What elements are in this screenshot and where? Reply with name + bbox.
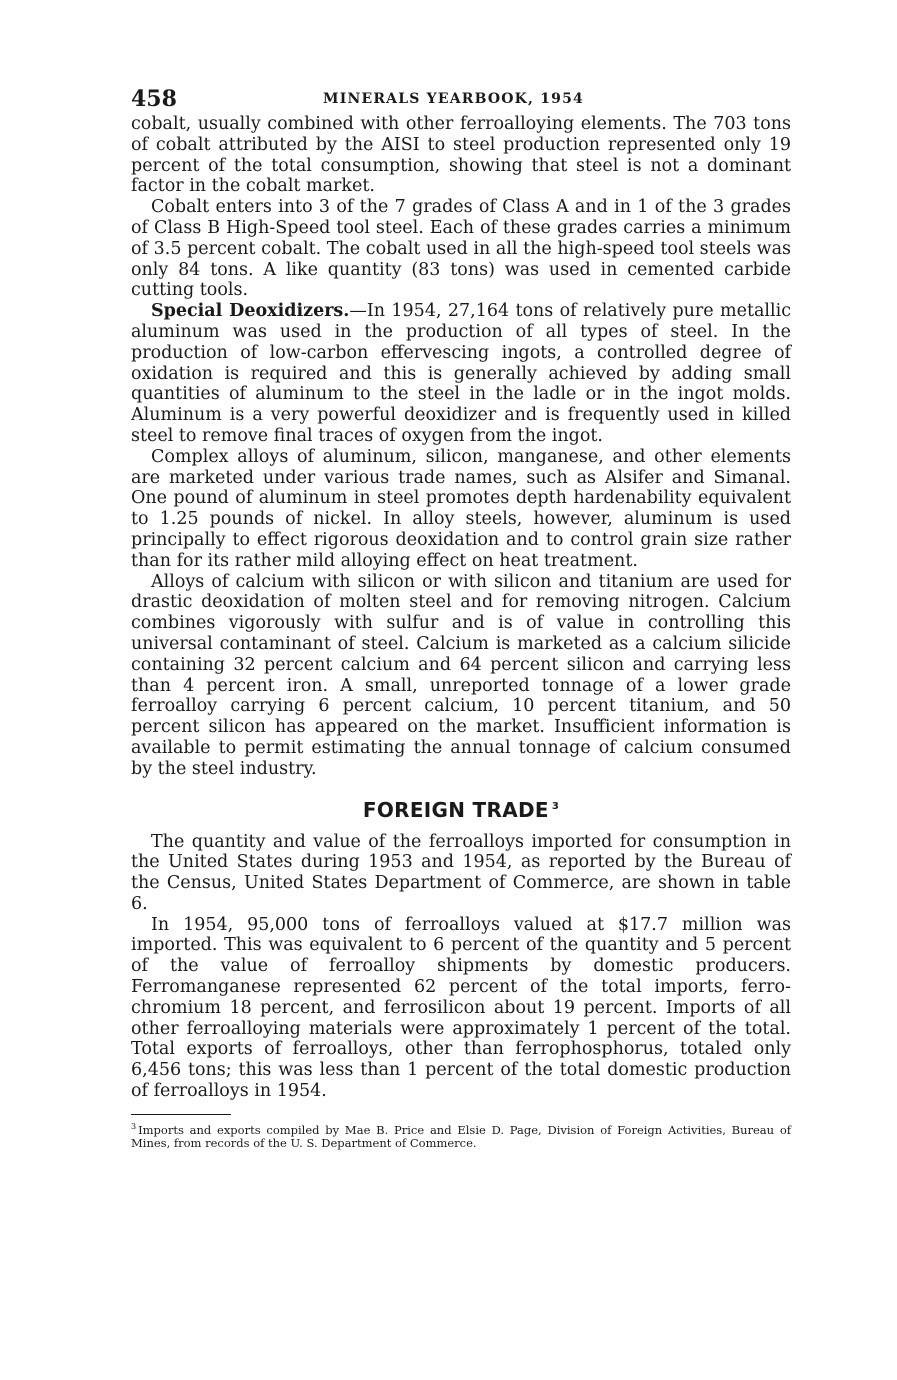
paragraph-special-deoxidizers <box>131 301 791 447</box>
page-number: 458 <box>131 86 177 112</box>
paragraph-text: Complex alloys of aluminum, silicon, manganese, and other elements are marketed under various trade names, such as Alsifer and Simanal. One pound of aluminum in steel promotes depth hardenability equivalent to 1.25 pounds of nickel. In alloy steels, however, aluminum is used principally to effect rigorous deoxidation and to control grain size rather than for its rather mild alloying effect on heat treatment. <box>131 446 791 571</box>
paragraph-cobalt-market <box>131 114 791 197</box>
running-head <box>131 86 791 114</box>
footnote-text: Imports and exports compiled by Mae B. Price and Elsie D. Page, Division of Foreign Activities, Bureau of Mines, from records of the U. S. Department of Commerce. <box>131 1122 791 1151</box>
footnote-mark: 3 <box>131 1121 137 1131</box>
paragraph-calcium-alloys <box>131 572 791 780</box>
paragraph-text: cobalt, usually combined with other ferroalloying elements. The 703 tons of cobalt attributed by the AISI to steel production represented only 19 percent of the total consumption, showing that steel is not a dominant factor in the cobalt market. <box>131 114 791 197</box>
paragraph-text: —In 1954, 27,164 tons of relatively pure metallic aluminum was used in the production of all types of steel. In the production of low-carbon effervescing ingots, a controlled degree of oxidation is required and this is generally achieved by adding small quantities of aluminum to the steel in the ladle or in the ingot molds. Aluminum is a very powerful deoxidizer and is frequently used in killed steel to remove final traces of oxygen from the ingot. <box>131 301 791 446</box>
run-in-heading: Special Deoxidizers. <box>151 301 350 322</box>
paragraph-text: In 1954, 95,000 tons of ferroalloys valued at $17.7 million was imported. This was equivalent to 6 percent of the quantity and 5 percent of the value of ferroalloy shipments by domestic producers. Ferromanganese represented 62 percent of the total imports, ferrochromium 18 percent, and ferrosilicon about 19 percent. Imports of all other ferroalloying materials were approximately 1 percent of the total. Total exports of ferroalloys, other than ferrophosphorus, totaled only 6,456 tons; this was less than 1 percent of the total domestic production of ferroalloys in 1954. <box>131 914 791 1102</box>
footnote-reference: 3 <box>551 800 560 812</box>
paragraph-text: Alloys of calcium with silicon or with silicon and titanium are used for drastic deoxidation of molten steel and for removing nitrogen. Calcium combines vigorously with sulfur and is of value in controlling this universal contaminant of steel. Calcium is marketed as a calcium silicide containing 32 percent calcium and 64 percent silicon and carrying less than 4 percent iron. A small, unreported tonnage of a lower grade ferroalloy carrying 6 percent calcium, 10 percent titanium, and 50 percent silicon has appeared on the market. Insufficient information is available to permit estimating the annual tonnage of calcium consumed by the steel industry. <box>131 571 791 779</box>
section-heading-text: FOREIGN TRADE <box>362 797 549 822</box>
book-title: MINERALS YEARBOOK, 1954 <box>323 91 584 107</box>
paragraph-complex-alloys <box>131 447 791 572</box>
section-heading-foreign-trade <box>131 798 791 822</box>
footnote <box>131 1120 791 1151</box>
paragraph-cobalt-grades <box>131 197 791 301</box>
document-page <box>131 86 791 1151</box>
paragraph-imports-table <box>131 832 791 915</box>
body-text <box>131 114 791 1102</box>
paragraph-text: The quantity and value of the ferroalloys imported for consumption in the United States during 1953 and 1954, as reported by the Bureau of the Census, United States Department of Commerce, are shown in table 6. <box>131 831 791 914</box>
footnote-divider <box>131 1114 231 1115</box>
paragraph-text: Cobalt enters into 3 of the 7 grades of Class A and in 1 of the 3 grades of Class B High-Speed tool steel. Each of these grades carries a minimum of 3.5 percent cobalt. The cobalt used in all the high-speed tool steels was only 84 tons. A like quantity (83 tons) was used in cemented carbide cutting tools. <box>131 197 791 301</box>
paragraph-imports-1954 <box>131 915 791 1102</box>
